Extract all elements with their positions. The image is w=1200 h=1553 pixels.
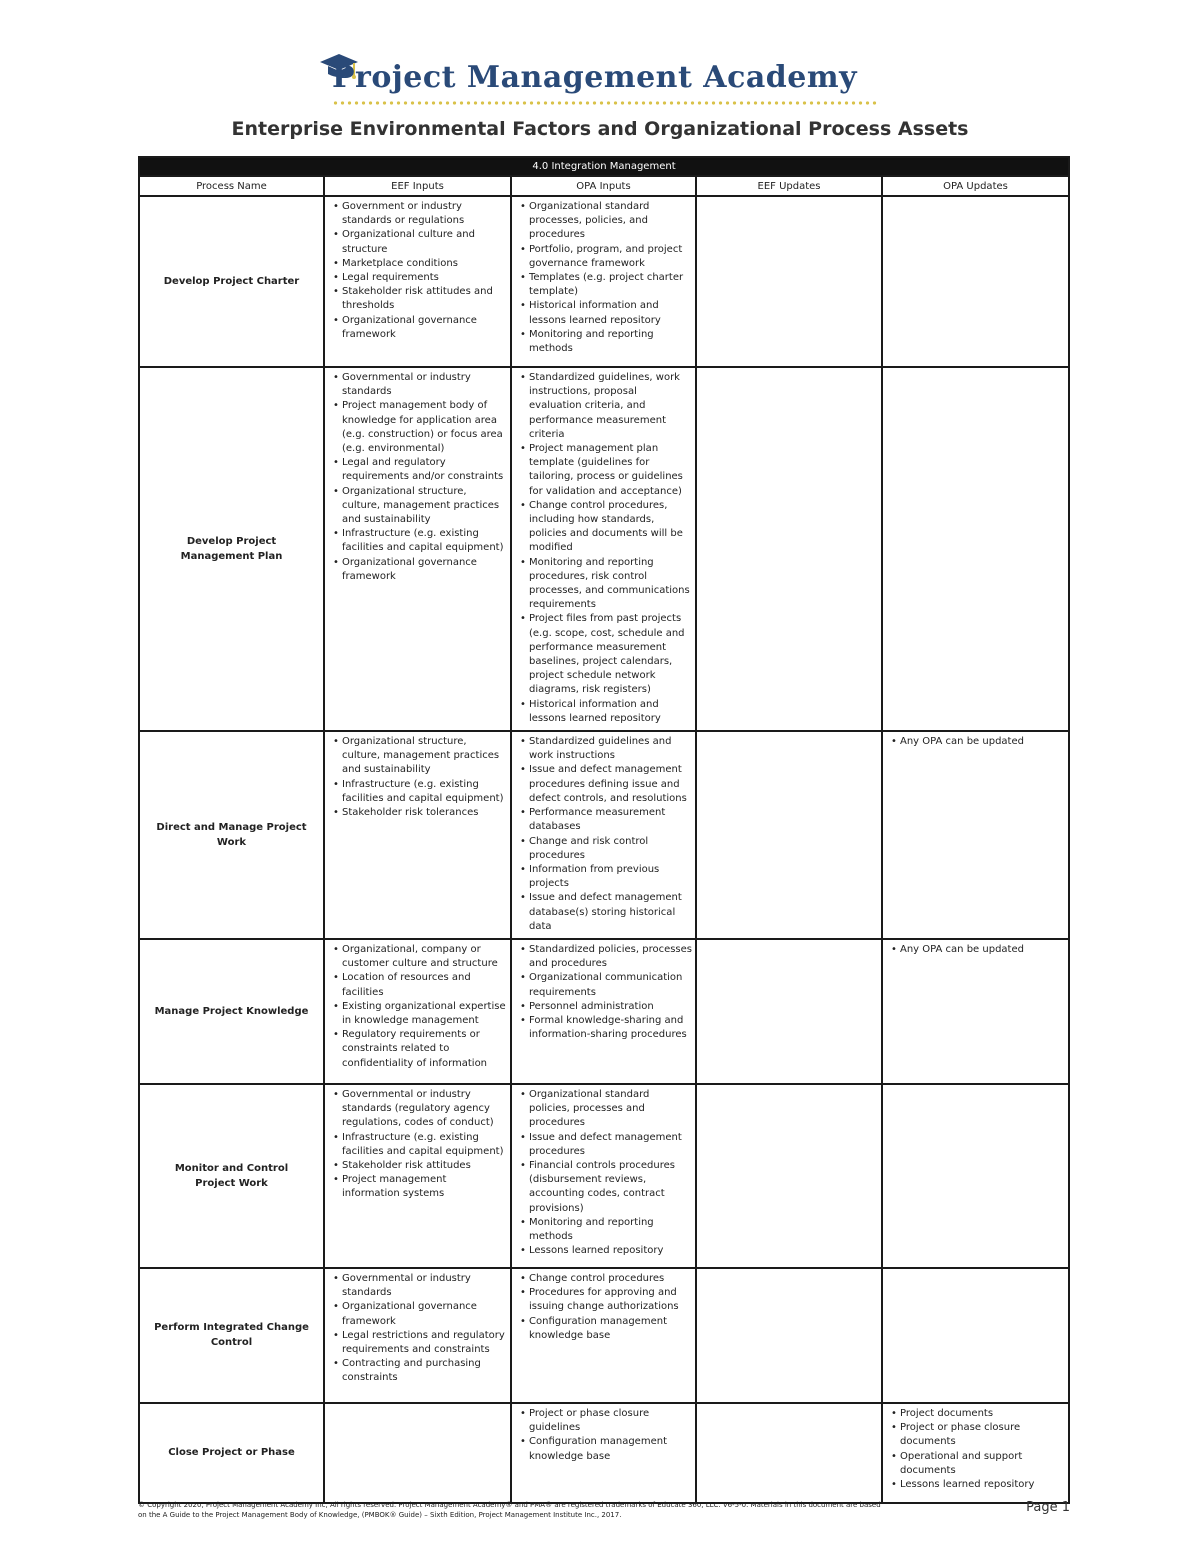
eef-inputs-list — [330, 371, 507, 584]
opa-updates-cell — [882, 367, 1069, 731]
list-item: • Financial controls procedures (disbursement reviews, accounting codes, contract provisions) — [517, 1159, 692, 1216]
list-item: • Project or phase closure guidelines — [517, 1407, 692, 1435]
eef-updates-cell — [696, 1084, 882, 1268]
opa-inputs-list — [517, 1088, 692, 1258]
opa-updates-cell — [882, 196, 1069, 367]
page-number: Page 1 — [1026, 1500, 1070, 1515]
column-header-opa-inputs: OPA Inputs — [511, 176, 696, 196]
opa-updates-list — [888, 735, 1065, 749]
list-item: • Organizational structure, culture, management practices and sustainability — [330, 735, 507, 778]
opa-updates-cell — [882, 1403, 1069, 1503]
opa-updates-list — [888, 943, 1065, 957]
list-item: • Organizational governance framework — [330, 556, 507, 584]
list-item: • Monitoring and reporting procedures, risk control processes, and communications requirements — [517, 556, 692, 613]
list-item: • Any OPA can be updated — [888, 943, 1065, 957]
eef-inputs-list — [330, 735, 507, 820]
academy-logo — [318, 58, 882, 106]
list-item: • Lessons learned repository — [517, 1244, 692, 1258]
opa-inputs-cell — [511, 367, 696, 731]
opa-updates-cell — [882, 1084, 1069, 1268]
list-item: • Configuration management knowledge base — [517, 1315, 692, 1343]
copyright-footer — [138, 1500, 898, 1520]
list-item: • Government or industry standards or regulations — [330, 200, 507, 228]
eef-updates-cell — [696, 1403, 882, 1503]
copyright-line: on the A Guide to the Project Management Body of Knowledge, (PMBOK® Guide) – Sixth Edition, Project Management Institute Inc., 2017. — [138, 1511, 622, 1519]
list-item: • Historical information and lessons learned repository — [517, 299, 692, 327]
list-item: • Standardized guidelines, work instructions, proposal evaluation criteria, and performance measurement criteria — [517, 371, 692, 442]
process-name-cell: Develop Project Charter — [139, 196, 324, 367]
eef-opa-table — [138, 156, 1070, 1504]
opa-inputs-list — [517, 735, 692, 934]
eef-inputs-cell — [324, 1403, 511, 1503]
list-item: • Governmental or industry standards — [330, 371, 507, 399]
list-item: • Procedures for approving and issuing change authorizations — [517, 1286, 692, 1314]
column-header-eef-updates: EEF Updates — [696, 176, 882, 196]
table-row — [139, 1084, 1069, 1268]
table-row — [139, 1403, 1069, 1503]
eef-inputs-list — [330, 200, 507, 342]
copyright-line: © Copyright 2020, Project Management Academy Inc, All rights reserved. Project Management Academy® and PMA® are registered trademarks of Educate 360, LLC. V6-5-0. Materials in this document are based — [138, 1501, 881, 1509]
eef-updates-cell — [696, 939, 882, 1084]
list-item: • Organizational structure, culture, management practices and sustainability — [330, 485, 507, 528]
eef-updates-cell — [696, 367, 882, 731]
eef-inputs-cell — [324, 939, 511, 1084]
table-row — [139, 731, 1069, 939]
list-item: • Project documents — [888, 1407, 1065, 1421]
list-item: • Regulatory requirements or constraints related to confidentiality of information — [330, 1028, 507, 1071]
column-header-eef-inputs: EEF Inputs — [324, 176, 511, 196]
table-row — [139, 1268, 1069, 1403]
eef-updates-cell — [696, 731, 882, 939]
logo-dot-rule — [332, 100, 880, 106]
eef-inputs-list — [330, 943, 507, 1071]
list-item: • Personnel administration — [517, 1000, 692, 1014]
list-item: • Organizational standard processes, policies, and procedures — [517, 200, 692, 243]
list-item: • Project management plan template (guidelines for tailoring, process or guidelines for validation and acceptance) — [517, 442, 692, 499]
list-item: • Organizational culture and structure — [330, 228, 507, 256]
list-item: • Marketplace conditions — [330, 257, 507, 271]
list-item: • Portfolio, program, and project governance framework — [517, 243, 692, 271]
list-item: • Templates (e.g. project charter template) — [517, 271, 692, 299]
list-item: • Project management body of knowledge for application area (e.g. construction) or focus area (e.g. environmental) — [330, 399, 507, 456]
eef-inputs-cell — [324, 367, 511, 731]
list-item: • Configuration management knowledge base — [517, 1435, 692, 1463]
opa-updates-list — [888, 1407, 1065, 1492]
column-header-process-name: Process Name — [139, 176, 324, 196]
opa-inputs-list — [517, 371, 692, 726]
eef-inputs-cell — [324, 1084, 511, 1268]
section-title: 4.0 Integration Management — [139, 157, 1069, 176]
list-item: • Organizational governance framework — [330, 314, 507, 342]
eef-inputs-cell — [324, 1268, 511, 1403]
process-name-cell: Perform Integrated Change Control — [139, 1268, 324, 1403]
list-item: • Project files from past projects (e.g. scope, cost, schedule and performance measurement baselines, project calendars, project schedule network diagrams, risk registers) — [517, 612, 692, 697]
opa-updates-cell — [882, 1268, 1069, 1403]
list-item: • Issue and defect management procedures defining issue and defect controls, and resolutions — [517, 763, 692, 806]
list-item: • Infrastructure (e.g. existing facilities and capital equipment) — [330, 527, 507, 555]
eef-updates-cell — [696, 1268, 882, 1403]
eef-inputs-list — [330, 1088, 507, 1202]
list-item: • Formal knowledge-sharing and information-sharing procedures — [517, 1014, 692, 1042]
list-item: • Any OPA can be updated — [888, 735, 1065, 749]
table-row — [139, 939, 1069, 1084]
list-item: • Legal requirements — [330, 271, 507, 285]
list-item: • Standardized policies, processes and procedures — [517, 943, 692, 971]
eef-inputs-cell — [324, 196, 511, 367]
page-title: Enterprise Environmental Factors and Organizational Process Assets — [231, 118, 969, 140]
table-body — [139, 196, 1069, 1503]
list-item: • Issue and defect management database(s) storing historical data — [517, 891, 692, 934]
list-item: • Historical information and lessons learned repository — [517, 698, 692, 726]
process-name-cell: Close Project or Phase — [139, 1403, 324, 1503]
process-name-cell: Develop Project Management Plan — [139, 367, 324, 731]
process-name-cell: Manage Project Knowledge — [139, 939, 324, 1084]
list-item: • Lessons learned repository — [888, 1478, 1065, 1492]
list-item: • Legal and regulatory requirements and/or constraints — [330, 456, 507, 484]
eef-updates-cell — [696, 196, 882, 367]
list-item: • Legal restrictions and regulatory requirements and constraints — [330, 1329, 507, 1357]
logo-wordmark: Project Management Academy — [332, 60, 858, 95]
list-item: • Information from previous projects — [517, 863, 692, 891]
opa-inputs-cell — [511, 1268, 696, 1403]
column-header-opa-updates: OPA Updates — [882, 176, 1069, 196]
list-item: • Infrastructure (e.g. existing facilities and capital equipment) — [330, 1131, 507, 1159]
list-item: • Infrastructure (e.g. existing facilities and capital equipment) — [330, 778, 507, 806]
opa-inputs-list — [517, 1272, 692, 1343]
list-item: • Location of resources and facilities — [330, 971, 507, 999]
list-item: • Organizational standard policies, processes and procedures — [517, 1088, 692, 1131]
opa-inputs-list — [517, 943, 692, 1042]
list-item: • Performance measurement databases — [517, 806, 692, 834]
list-item: • Change and risk control procedures — [517, 835, 692, 863]
opa-updates-cell — [882, 939, 1069, 1084]
list-item: • Organizational governance framework — [330, 1300, 507, 1328]
list-item: • Governmental or industry standards (regulatory agency regulations, codes of conduct) — [330, 1088, 507, 1131]
opa-inputs-cell — [511, 1403, 696, 1503]
list-item: • Contracting and purchasing constraints — [330, 1357, 507, 1385]
list-item: • Operational and support documents — [888, 1450, 1065, 1478]
opa-inputs-cell — [511, 939, 696, 1084]
list-item: • Existing organizational expertise in knowledge management — [330, 1000, 507, 1028]
table-row — [139, 196, 1069, 367]
list-item: • Standardized guidelines and work instructions — [517, 735, 692, 763]
opa-inputs-cell — [511, 196, 696, 367]
list-item: • Project management information systems — [330, 1173, 507, 1201]
opa-updates-cell — [882, 731, 1069, 939]
process-name-cell: Direct and Manage Project Work — [139, 731, 324, 939]
opa-inputs-list — [517, 1407, 692, 1464]
eef-inputs-cell — [324, 731, 511, 939]
opa-inputs-list — [517, 200, 692, 356]
list-item: • Change control procedures, including how standards, policies and documents will be modified — [517, 499, 692, 556]
list-item: • Stakeholder risk attitudes — [330, 1159, 507, 1173]
opa-inputs-cell — [511, 731, 696, 939]
process-name-cell: Monitor and Control Project Work — [139, 1084, 324, 1268]
list-item: • Stakeholder risk tolerances — [330, 806, 507, 820]
table-row — [139, 367, 1069, 731]
list-item: • Monitoring and reporting methods — [517, 328, 692, 356]
opa-inputs-cell — [511, 1084, 696, 1268]
list-item: • Monitoring and reporting methods — [517, 1216, 692, 1244]
list-item: • Stakeholder risk attitudes and thresholds — [330, 285, 507, 313]
eef-inputs-list — [330, 1272, 507, 1386]
list-item: • Organizational communication requirements — [517, 971, 692, 999]
list-item: • Change control procedures — [517, 1272, 692, 1286]
list-item: • Governmental or industry standards — [330, 1272, 507, 1300]
list-item: • Project or phase closure documents — [888, 1421, 1065, 1449]
list-item: • Issue and defect management procedures — [517, 1131, 692, 1159]
list-item: • Organizational, company or customer culture and structure — [330, 943, 507, 971]
